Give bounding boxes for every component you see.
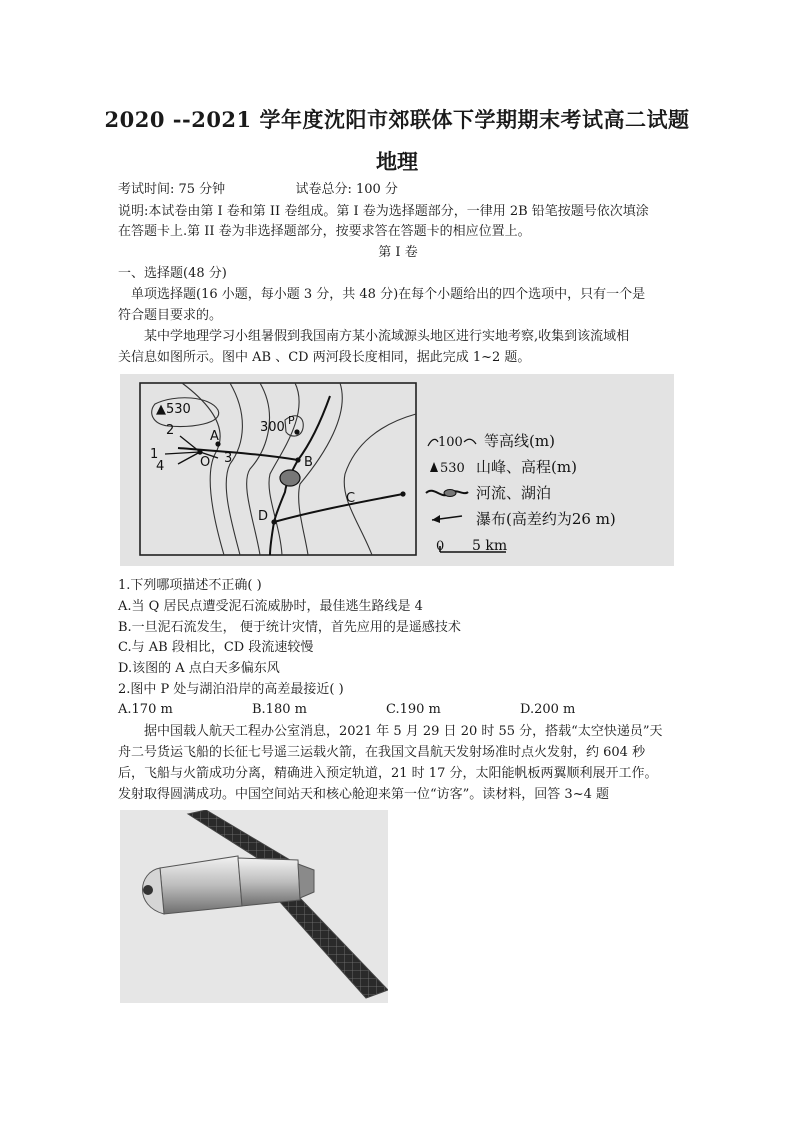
- q1-stem: 1.下列哪项描述不正确( ): [118, 578, 262, 593]
- point-d-label: D: [258, 509, 269, 524]
- spacecraft-photo: [120, 810, 388, 1003]
- section-instruction-2: 符合题目要求的。: [118, 308, 223, 323]
- passage2-line-1: 据中国载人航天工程办公室消息，2021 年 5 月 29 日 20 时 55 分，搭载“太空快递员”天: [144, 724, 663, 739]
- service-module: [238, 858, 300, 906]
- q2-option-b: B.180 m: [252, 702, 307, 717]
- route-1-label: 1: [150, 447, 159, 462]
- contour-legend-icon: [428, 439, 438, 446]
- p-label: P: [288, 414, 295, 427]
- contour-line: [247, 383, 270, 555]
- river-segment-cd: [274, 494, 403, 522]
- point-c-label: C: [346, 491, 356, 506]
- solar-panel-lower: [280, 896, 388, 998]
- route-3-label: 3: [224, 451, 233, 466]
- q1-option-b: B.一旦泥石流发生， 便于统计灾情，首先应用的是遥感技术: [118, 620, 461, 635]
- point-p-dot: [294, 429, 299, 434]
- route-4-label: 4: [156, 459, 165, 474]
- q2-option-c: C.190 m: [386, 702, 441, 717]
- contour-map-svg: [120, 374, 674, 566]
- legend-peak: 山峰、高程(m): [476, 458, 577, 476]
- contour-line: [344, 414, 416, 555]
- passage2-line-4: 发射取得圆满成功。中国空间站天和核心舱迎来第一位“访客”。读材料，回答 3~4 题: [118, 787, 609, 802]
- section-instruction-1: 单项选择题(16 小题，每小题 3 分，共 48 分)在每个小题给出的四个选项中，只有一个是: [131, 287, 646, 302]
- point-o-label: O: [200, 455, 211, 470]
- peak-legend-icon: [430, 462, 438, 472]
- scale-length: 5 km: [472, 538, 508, 554]
- contour-legend-icon-tail: [464, 439, 476, 444]
- point-d-dot: [271, 519, 276, 524]
- legend-waterfall: 瀑布(高差约为26 m): [476, 510, 616, 528]
- q2-option-a: A.170 m: [118, 702, 173, 717]
- passage1-line-2: 关信息如图所示。图中 AB 、CD 两河段长度相同，据此完成 1~2 题。: [118, 350, 531, 365]
- passage2-line-2: 舟二号货运飞船的长征七号遥三运载火箭，在我国文昌航天发射场准时点火发射，约 604 秒: [118, 745, 646, 760]
- exam-note-line-1: 说明:本试卷由第 I 卷和第 II 卷组成。第 I 卷为选择题部分，一律用 2B 铅笔按题号依次填涂: [118, 204, 649, 219]
- q2-stem: 2.图中 P 处与湖泊沿岸的高差最接近( ): [118, 682, 344, 697]
- point-c-dot: [400, 491, 405, 496]
- spacecraft-illustration: [120, 810, 388, 1003]
- exam-title: 2020 --2021 学年度沈阳市郊联体下学期期末考试高二试题: [104, 107, 690, 132]
- exam-total-score: 试卷总分: 100 分: [295, 182, 398, 197]
- route-1-arrow: [165, 452, 200, 454]
- cargo-module: [160, 856, 242, 914]
- legend-river: 河流、湖泊: [476, 484, 552, 502]
- map-legend: [426, 432, 616, 554]
- peak-label: ▲530: [156, 402, 191, 417]
- engine-section: [298, 864, 314, 898]
- lake-legend-icon: [444, 490, 456, 497]
- point-b-dot: [295, 457, 300, 462]
- legend-peak-value: 530: [440, 461, 465, 476]
- passage1-line-1: 某中学地理学习小组暑假到我国南方某小流域源头地区进行实地考察,收集到该流域相: [144, 329, 630, 344]
- exam-note-line-2: 在答题卡上.第 II 卷为非选择题部分，按要求答在答题卡的相应位置上。: [118, 224, 531, 239]
- route-2-label: 2: [166, 423, 175, 438]
- subject-title: 地理: [376, 149, 418, 174]
- contour-line: [226, 383, 242, 555]
- docking-port: [143, 885, 153, 895]
- exam-time: 考试时间: 75 分钟: [118, 182, 226, 197]
- point-b-label: B: [304, 455, 313, 470]
- q2-option-d: D.200 m: [520, 702, 576, 717]
- point-o-dot: [197, 449, 202, 454]
- lake: [280, 470, 300, 486]
- q1-option-a: A.当 Q 居民点遭受泥石流威胁时，最佳逃生路线是 4: [118, 599, 423, 614]
- legend-contour: 等高线(m): [484, 432, 555, 450]
- passage2-line-3: 后，飞船与火箭成功分离，精确进入预定轨道，21 时 17 分，太阳能帆板两翼顺利展开工作。: [118, 766, 658, 781]
- q1-option-d: D.该图的 A 点白天多偏东风: [118, 661, 280, 676]
- river-lower: [270, 522, 274, 555]
- contour-map-figure: [120, 374, 674, 566]
- exam-info-line: [118, 180, 678, 200]
- q1-option-c: C.与 AB 段相比，CD 段流速较慢: [118, 640, 314, 655]
- section-heading: 一、选择题(48 分): [118, 266, 227, 281]
- river-b-to-d: [274, 460, 298, 522]
- point-a-label: A: [210, 429, 219, 444]
- legend-contour-value: 100: [438, 435, 463, 450]
- waterfall-arrow-icon: [432, 515, 440, 523]
- scale-zero: 0: [436, 539, 445, 554]
- contour-lines: [152, 383, 416, 555]
- p-elevation-label: 300: [260, 420, 285, 435]
- route-4-arrow: [178, 452, 200, 464]
- q2-options: [118, 700, 678, 720]
- part-title: 第 I 卷: [378, 245, 418, 260]
